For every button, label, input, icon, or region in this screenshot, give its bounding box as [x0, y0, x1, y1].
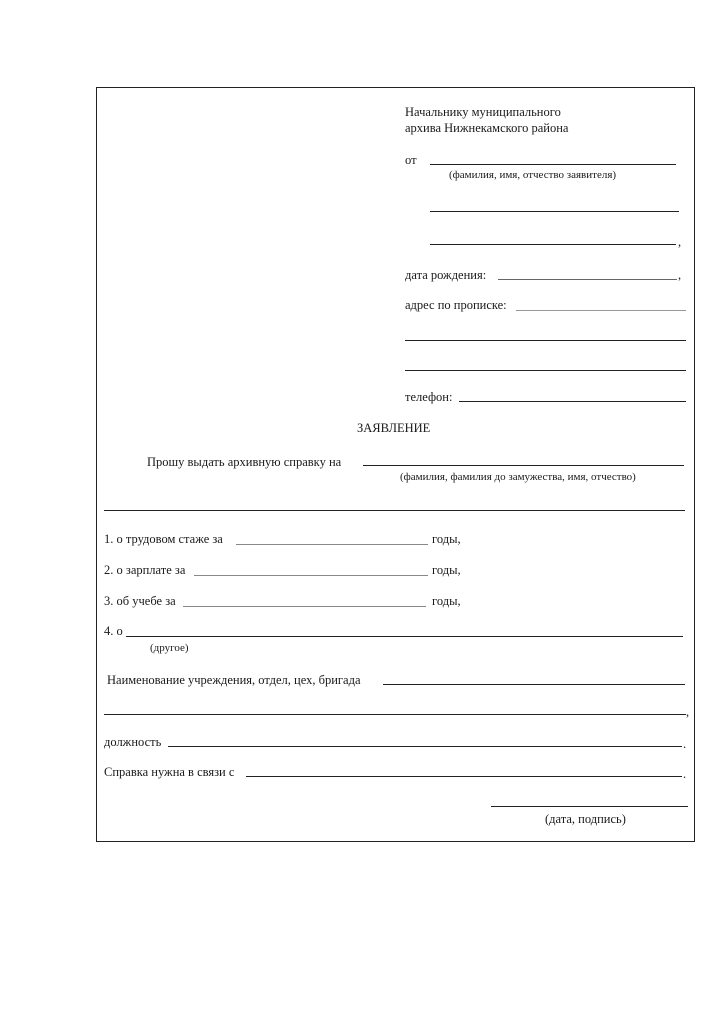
birth-date-field[interactable] [498, 279, 677, 280]
signature-caption: (дата, подпись) [545, 812, 626, 826]
comma-mark: , [678, 235, 682, 249]
position-field[interactable] [168, 746, 682, 747]
birth-date-label: дата рождения: [405, 268, 487, 282]
item-education-label: 3. об учебе за [104, 594, 176, 608]
address-label: адрес по прописке: [405, 298, 507, 312]
applicant-name-field-3[interactable] [430, 244, 676, 245]
applicant-caption: (фамилия, имя, отчество заявителя) [449, 169, 617, 181]
education-years-field[interactable] [183, 606, 426, 607]
request-text: Прошу выдать архивную справку на [147, 455, 342, 469]
subject-name-field[interactable] [363, 465, 684, 466]
institution-field[interactable] [383, 684, 685, 685]
other-field[interactable] [126, 636, 683, 637]
reason-label: Справка нужна в связи с [104, 765, 235, 779]
period-mark: . [683, 767, 687, 781]
comma-mark: , [678, 268, 682, 282]
years-suffix: годы, [432, 594, 461, 608]
item-other-label: 4. о [104, 624, 123, 638]
applicant-name-field[interactable] [430, 164, 676, 165]
period-mark: . [683, 737, 687, 751]
phone-label: телефон: [405, 390, 453, 404]
recipient-line-2: архива Нижнекамского района [405, 121, 569, 135]
institution-field-2[interactable] [104, 714, 686, 715]
institution-label: Наименование учреждения, отдел, цех, бригада [107, 673, 361, 687]
reason-field[interactable] [246, 776, 682, 777]
phone-field[interactable] [459, 401, 686, 402]
signature-field[interactable] [491, 806, 688, 807]
years-suffix: годы, [432, 563, 461, 577]
item-work-experience-label: 1. о трудовом стаже за [104, 532, 223, 546]
work-experience-years-field[interactable] [236, 544, 428, 545]
subject-name-field-2[interactable] [104, 510, 685, 511]
comma-mark: , [686, 705, 690, 719]
subject-caption: (фамилия, фамилия до замужества, имя, отчество) [400, 471, 636, 483]
position-label: должность [104, 735, 162, 749]
salary-years-field[interactable] [194, 575, 428, 576]
applicant-name-field-2[interactable] [430, 211, 679, 212]
from-label: от [405, 153, 417, 167]
address-field-2[interactable] [405, 340, 686, 341]
item-salary-label: 2. о зарплате за [104, 563, 186, 577]
address-field-3[interactable] [405, 370, 686, 371]
document-title: ЗАЯВЛЕНИЕ [357, 421, 431, 435]
other-caption: (другое) [150, 642, 189, 654]
years-suffix: годы, [432, 532, 461, 546]
address-field[interactable] [516, 310, 686, 311]
recipient-line-1: Начальнику муниципального [405, 105, 561, 119]
